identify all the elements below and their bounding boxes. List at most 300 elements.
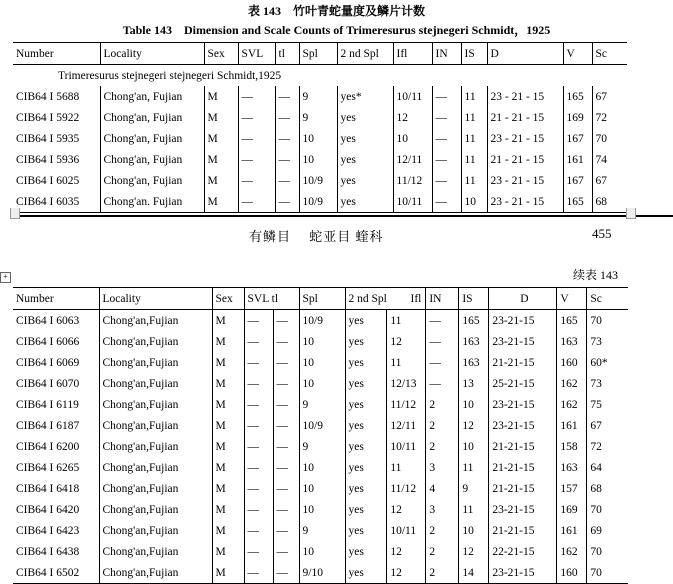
cell-2nd-spl: yes [345, 541, 387, 562]
cell-d: 21-21-15 [489, 352, 557, 373]
cell-v: 162 [557, 394, 587, 415]
cell-tl: — [275, 149, 299, 170]
cell-is: 10 [461, 191, 487, 213]
cell-ifl: 11 [387, 352, 426, 373]
cell-in: 2 [426, 541, 459, 562]
cell-v: 167 [563, 128, 592, 149]
table-row [13, 499, 628, 520]
cell-v: 163 [557, 457, 587, 478]
cell-2nd-spl: yes [337, 191, 393, 213]
cell-2nd-spl: yes [345, 562, 387, 584]
cell-d: 23 - 21 - 15 [487, 86, 563, 107]
cell-d: 22-21-15 [489, 541, 557, 562]
cell-sc: 74 [595, 153, 607, 166]
cell-in: 3 [426, 499, 459, 520]
cell-ifl: 12 [387, 331, 426, 352]
cell-in: 4 [426, 478, 459, 499]
cell-tl: — [273, 520, 299, 541]
cell-sc: 67 [590, 419, 602, 432]
cell-in: — [426, 331, 459, 352]
cell-locality: Chong'an,Fujian [99, 373, 212, 394]
cell-spl: 10 [299, 128, 337, 149]
cell-locality: Chong'an, Fujian [100, 170, 204, 191]
cell-in: — [426, 310, 459, 332]
col-header-svl: SVL [238, 43, 275, 65]
cell-number: CIB64 I 6119 [13, 394, 99, 415]
cell-2nd-spl: yes [345, 331, 387, 352]
cell-svl: — [244, 499, 273, 520]
cell-is: 11 [461, 86, 487, 107]
species-group-row [13, 65, 627, 87]
cell-in: — [432, 170, 461, 191]
cell-in: — [426, 352, 459, 373]
cell-svl: — [244, 541, 273, 562]
table-row [13, 128, 627, 149]
cell-locality: Chong'an,Fujian [99, 478, 212, 499]
cell-tl: — [273, 373, 299, 394]
cell-in: — [432, 107, 461, 128]
cell-number: CIB64 I 6070 [13, 373, 99, 394]
cell-in: 2 [426, 415, 459, 436]
cell-sex: M [204, 170, 238, 191]
cell-locality: Chong'an, Fujian [100, 86, 204, 107]
col-header-d: D [489, 288, 557, 310]
cell-sex: M [204, 107, 238, 128]
table-row [13, 352, 628, 373]
cell-in: 2 [426, 436, 459, 457]
cell-v: 165 [563, 86, 592, 107]
cell-sc: 67 [595, 90, 607, 103]
cell-svl: — [238, 170, 275, 191]
table-row [13, 541, 628, 562]
col-header-spl: Spl [299, 288, 345, 310]
cell-sc: 68 [590, 482, 602, 495]
col-header-spl: Spl [299, 43, 337, 65]
cell-ifl: 10/11 [387, 520, 426, 541]
cell-number: CIB64 I 6265 [13, 457, 99, 478]
cell-locality: Chong'an,Fujian [99, 331, 212, 352]
cell-ifl: 12 [393, 107, 432, 128]
cell-sc: 75 [590, 398, 602, 411]
cell-sex: M [212, 478, 244, 499]
table-row [13, 170, 627, 191]
cell-number: CIB64 I 6423 [13, 520, 99, 541]
cell-tl: — [273, 415, 299, 436]
cell-ifl: 11 [387, 310, 426, 332]
cell-2nd-spl: yes [345, 478, 387, 499]
scale-count-table-continued [13, 287, 628, 584]
cell-sc: 73 [590, 335, 602, 348]
cell-number: CIB64 I 5922 [13, 107, 100, 128]
cell-ifl: 12/11 [387, 415, 426, 436]
col-header-v: V [563, 43, 592, 65]
cell-tl: — [273, 394, 299, 415]
cell-svl: — [238, 128, 275, 149]
cell-v: 157 [557, 478, 587, 499]
cell-spl: 9 [299, 436, 345, 457]
table-row [13, 373, 628, 394]
col-header-is: IS [459, 288, 489, 310]
table-row [13, 149, 627, 170]
cell-spl: 10/9 [299, 170, 337, 191]
cell-is: 14 [459, 562, 489, 584]
cell-tl: — [273, 541, 299, 562]
cell-is: 11 [461, 170, 487, 191]
cell-tl: — [273, 562, 299, 584]
cell-d: 21 - 21 - 15 [487, 149, 563, 170]
cell-2nd-spl: yes [337, 170, 393, 191]
cell-d: 23 - 21 - 15 [487, 128, 563, 149]
cell-is: 11 [459, 457, 489, 478]
cell-2nd-spl: yes [345, 394, 387, 415]
cell-sex: M [204, 149, 238, 170]
cell-tl: — [273, 310, 299, 332]
scale-count-table [13, 42, 627, 213]
cell-ifl: 10/11 [393, 86, 432, 107]
cell-spl: 9/10 [299, 562, 345, 584]
table-row [13, 457, 628, 478]
col-header-ifl: Ifl [387, 288, 426, 310]
table-row [13, 478, 628, 499]
cell-in: — [432, 128, 461, 149]
page-break-line [10, 215, 673, 217]
cell-number: CIB64 I 6200 [13, 436, 99, 457]
cell-sex: M [204, 191, 238, 213]
cell-sex: M [212, 331, 244, 352]
col-header-v: V [557, 288, 587, 310]
col-header-svl-tl: SVL tl [244, 288, 299, 310]
cell-sex: M [212, 415, 244, 436]
cell-sc: 64 [590, 461, 602, 474]
cell-d: 21-21-15 [489, 436, 557, 457]
cell-d: 23-21-15 [489, 394, 557, 415]
cell-number: CIB64 I 5935 [13, 128, 100, 149]
col-header-ifl: Ifl [393, 43, 432, 65]
cell-is: 163 [459, 352, 489, 373]
cell-svl: — [238, 86, 275, 107]
cell-is: 10 [459, 394, 489, 415]
col-header-tl: tl [275, 43, 299, 65]
col-header-locality: Locality [100, 43, 204, 65]
cell-sc: 60* [590, 356, 608, 369]
cell-v: 161 [557, 415, 587, 436]
cell-number: CIB64 I 6438 [13, 541, 99, 562]
table-header-row [13, 43, 627, 65]
cell-2nd-spl: yes [345, 457, 387, 478]
cell-spl: 10 [299, 478, 345, 499]
cell-number: CIB64 I 6069 [13, 352, 99, 373]
cell-d: 21-21-15 [489, 457, 557, 478]
cell-locality: Chong'an, Fujian [100, 128, 204, 149]
cell-v: 160 [557, 562, 587, 584]
cell-in: — [426, 373, 459, 394]
table-header-row [13, 288, 628, 310]
cell-in: — [432, 149, 461, 170]
col-header-sex: Sex [204, 43, 238, 65]
col-header-number: Number [13, 288, 99, 310]
col-header-sc: Sc [587, 288, 628, 310]
cell-v: 158 [557, 436, 587, 457]
cell-number: CIB64 I 6418 [13, 478, 99, 499]
cell-locality: Chong'an,Fujian [99, 520, 212, 541]
cell-sc: 73 [590, 377, 602, 390]
cell-ifl: 10/11 [393, 191, 432, 213]
cell-in: — [432, 86, 461, 107]
col-header-locality: Locality [99, 288, 212, 310]
col-header-2nd-spl: 2 nd Spl [345, 288, 387, 310]
cell-d: 21-21-15 [489, 478, 557, 499]
cell-locality: Chong'an, Fujian [100, 107, 204, 128]
cell-is: 12 [459, 541, 489, 562]
cell-sc: 70 [595, 132, 607, 145]
cell-locality: Chong'an,Fujian [99, 541, 212, 562]
cell-sc: 70 [590, 314, 602, 327]
cell-ifl: 11/12 [387, 478, 426, 499]
table-row [13, 436, 628, 457]
cell-d: 23-21-15 [489, 331, 557, 352]
cell-is: 11 [461, 128, 487, 149]
cell-ifl: 11/12 [393, 170, 432, 191]
table-row [13, 107, 627, 128]
table-title-english: Table 143 Dimension and Scale Counts of Trimeresurus stejnegeri Schmidt，1925 [122, 23, 551, 37]
cell-v: 167 [563, 170, 592, 191]
cell-is: 13 [459, 373, 489, 394]
cell-sex: M [212, 520, 244, 541]
table-row [13, 191, 627, 213]
cell-tl: — [275, 128, 299, 149]
cell-2nd-spl: yes [345, 499, 387, 520]
cell-2nd-spl: yes* [337, 86, 393, 107]
cell-number: CIB64 I 5688 [13, 86, 100, 107]
cell-v: 162 [557, 541, 587, 562]
cell-ifl: 10 [393, 128, 432, 149]
cell-tl: — [273, 478, 299, 499]
cell-locality: Chong'an. Fujian [100, 191, 204, 213]
cell-spl: 9 [299, 394, 345, 415]
cell-v: 162 [557, 373, 587, 394]
cell-is: 165 [459, 310, 489, 332]
cell-2nd-spl: yes [345, 310, 387, 332]
cell-tl: — [275, 191, 299, 213]
cell-v: 169 [557, 499, 587, 520]
cell-v: 165 [557, 310, 587, 332]
cell-locality: Chong'an,Fujian [99, 457, 212, 478]
table-row [13, 310, 628, 332]
page-number: 455 [592, 226, 612, 241]
cell-is: 9 [459, 478, 489, 499]
cell-spl: 10 [299, 373, 345, 394]
cell-v: 161 [557, 520, 587, 541]
cell-svl: — [238, 107, 275, 128]
col-header-sc: Sc [592, 43, 627, 65]
cell-sex: M [212, 562, 244, 584]
cell-d: 23-21-15 [489, 499, 557, 520]
cell-d: 21-21-15 [489, 520, 557, 541]
cell-svl: — [244, 352, 273, 373]
cell-svl: — [244, 562, 273, 584]
cell-in: 3 [426, 457, 459, 478]
cell-tl: — [275, 170, 299, 191]
cell-spl: 10/9 [299, 310, 345, 332]
cell-d: 21 - 21 - 15 [487, 107, 563, 128]
table-row [13, 394, 628, 415]
cell-is: 11 [461, 149, 487, 170]
cell-ifl: 11/12 [387, 394, 426, 415]
cell-number: CIB64 I 6025 [13, 170, 100, 191]
cell-locality: Chong'an,Fujian [99, 394, 212, 415]
cell-sc: 69 [590, 524, 602, 537]
cell-spl: 10 [299, 331, 345, 352]
cell-locality: Chong'an,Fujian [99, 562, 212, 584]
cell-sex: M [212, 457, 244, 478]
cell-svl: — [244, 415, 273, 436]
cell-tl: — [273, 457, 299, 478]
cell-ifl: 12 [387, 562, 426, 584]
table-row [13, 520, 628, 541]
cell-d: 23-21-15 [489, 310, 557, 332]
cell-number: CIB64 I 5936 [13, 149, 100, 170]
cell-ifl: 12/11 [393, 149, 432, 170]
page-corner-right [626, 208, 636, 219]
col-header-number: Number [13, 43, 100, 65]
cell-spl: 10 [299, 352, 345, 373]
cell-2nd-spl: yes [345, 415, 387, 436]
cell-tl: — [275, 107, 299, 128]
cell-in: 2 [426, 562, 459, 584]
cell-2nd-spl: yes [345, 373, 387, 394]
cell-spl: 10 [299, 149, 337, 170]
cell-svl: — [244, 520, 273, 541]
page-corner-left [10, 208, 20, 219]
cell-sex: M [212, 310, 244, 332]
cell-ifl: 12 [387, 541, 426, 562]
table-move-handle-icon[interactable]: + [0, 272, 11, 283]
table-row [13, 331, 628, 352]
cell-is: 10 [459, 520, 489, 541]
cell-locality: Chong'an,Fujian [99, 499, 212, 520]
cell-d: 23 - 21 - 15 [487, 170, 563, 191]
cell-is: 11 [459, 499, 489, 520]
cell-v: 163 [557, 331, 587, 352]
cell-2nd-spl: yes [345, 436, 387, 457]
cell-number: CIB64 I 6035 [13, 191, 100, 213]
cell-sex: M [212, 541, 244, 562]
cell-2nd-spl: yes [345, 352, 387, 373]
cell-in: — [432, 191, 461, 213]
cell-d: 25-21-15 [489, 373, 557, 394]
cell-spl: 10/9 [299, 415, 345, 436]
cell-d: 23-21-15 [489, 415, 557, 436]
cell-v: 161 [563, 149, 592, 170]
col-header-sex: Sex [212, 288, 244, 310]
cell-sc: 67 [595, 174, 607, 187]
cell-number: CIB64 I 6502 [13, 562, 99, 584]
cell-is: 10 [459, 436, 489, 457]
cell-tl: — [273, 436, 299, 457]
table-row [13, 415, 628, 436]
cell-number: CIB64 I 6066 [13, 331, 99, 352]
cell-locality: Chong'an, Fujian [100, 149, 204, 170]
cell-is: 163 [459, 331, 489, 352]
cell-2nd-spl: yes [337, 149, 393, 170]
cell-ifl: 11 [387, 457, 426, 478]
col-header-is: IS [461, 43, 487, 65]
cell-spl: 9 [299, 86, 337, 107]
table-row [13, 86, 627, 107]
cell-d: 23 - 21 - 15 [487, 191, 563, 213]
cell-sex: M [212, 373, 244, 394]
cell-spl: 9 [299, 107, 337, 128]
cell-svl: — [244, 373, 273, 394]
cell-locality: Chong'an,Fujian [99, 352, 212, 373]
cell-svl: — [244, 457, 273, 478]
cell-svl: — [238, 149, 275, 170]
cell-sc: 68 [592, 191, 627, 213]
cell-spl: 9 [299, 520, 345, 541]
cell-number: CIB64 I 6187 [13, 415, 99, 436]
cell-2nd-spl: yes [345, 520, 387, 541]
cell-ifl: 10/11 [387, 436, 426, 457]
cell-spl: 10 [299, 457, 345, 478]
cell-sex: M [212, 436, 244, 457]
table-title-chinese: 表 143 竹叶青蛇量度及鳞片计数 [247, 4, 425, 18]
cell-d: 23-21-15 [489, 562, 557, 584]
cell-locality: Chong'an,Fujian [99, 310, 212, 332]
cell-sc: 70 [590, 503, 602, 516]
cell-tl: — [273, 352, 299, 373]
cell-svl: — [244, 331, 273, 352]
cell-sex: M [212, 352, 244, 373]
cell-spl: 10/9 [299, 191, 337, 213]
cell-sc: 70 [590, 545, 602, 558]
cell-number: CIB64 I 6420 [13, 499, 99, 520]
cell-sex: M [212, 394, 244, 415]
cell-v: 165 [563, 191, 592, 213]
cell-svl: — [244, 478, 273, 499]
cell-in: 2 [426, 394, 459, 415]
species-group-label: Trimeresurus stejnegeri stejnegeri Schmidt,1925 [58, 69, 282, 82]
col-header-in: IN [432, 43, 461, 65]
cell-svl: — [238, 191, 275, 213]
cell-sc: 70 [587, 562, 628, 584]
cell-tl: — [273, 499, 299, 520]
cell-sex: M [212, 499, 244, 520]
cell-locality: Chong'an,Fujian [99, 415, 212, 436]
col-header-2nd-spl: 2 nd Spl [337, 43, 393, 65]
continued-table-label: 续表 143 [573, 268, 619, 282]
running-header [0, 226, 673, 246]
cell-sex: M [204, 128, 238, 149]
cell-svl: — [244, 394, 273, 415]
cell-in: 2 [426, 520, 459, 541]
cell-svl: — [244, 436, 273, 457]
table-row [13, 562, 628, 584]
col-header-in: IN [426, 288, 459, 310]
cell-svl: — [244, 310, 273, 332]
cell-v: 160 [557, 352, 587, 373]
cell-v: 169 [563, 107, 592, 128]
cell-number: CIB64 I 6063 [13, 310, 99, 332]
cell-sc: 72 [590, 440, 602, 453]
cell-ifl: 12/13 [387, 373, 426, 394]
cell-spl: 10 [299, 541, 345, 562]
cell-is: 12 [459, 415, 489, 436]
cell-sex: M [204, 86, 238, 107]
cell-ifl: 12 [387, 499, 426, 520]
col-header-d: D [487, 43, 563, 65]
cell-spl: 10 [299, 499, 345, 520]
running-header-text: 有鳞目 蛇亚目 蝰科 [249, 229, 384, 244]
